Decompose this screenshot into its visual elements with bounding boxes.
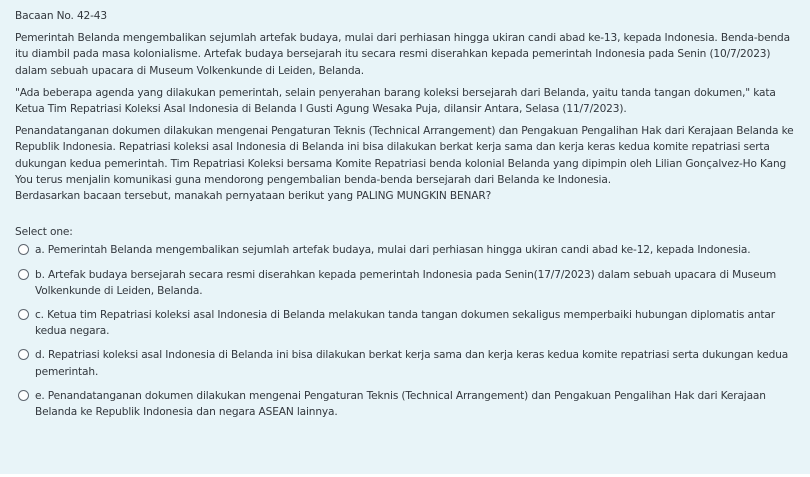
answer-option-text: c. Ketua tim Repatriasi koleksi asal Indonesia di Belanda melakukan tanda tangan dokumen sekaligus memperbaiki hubungan diplomatis antar kedua negara. xyxy=(35,309,775,338)
answer-option-text: d. Repatriasi koleksi asal Indonesia di Belanda ini bisa dilakukan berkat kerja sama dan kerja keras kedua komite repatriasi serta dukungan kedua pemerintah. xyxy=(35,349,789,378)
radio-button-c[interactable] xyxy=(18,309,29,320)
passage-title: Bacaan No. 42-43 xyxy=(15,10,107,22)
answer-option-c[interactable] xyxy=(15,307,796,339)
answer-option-a[interactable] xyxy=(15,242,796,258)
radio-button-b[interactable] xyxy=(18,269,29,280)
answer-option-e[interactable] xyxy=(15,388,796,420)
radio-button-a[interactable] xyxy=(18,244,29,255)
passage-paragraph-1: Pemerintah Belanda mengembalikan sejumlah artefak budaya, mulai dari perhiasan hingga ukiran candi abad ke-13, kepada Indonesia. Benda-benda itu diambil pada masa kolonialisme. Artefak budaya bersejarah itu secara resmi diserahkan kepada pemerintah Indonesia pada Senin (10/7/2023) dalam sebuah upacara di Museum Volkenkunde di Leiden, Belanda. xyxy=(15,32,790,77)
passage-paragraph-3: Penandatanganan dokumen dilakukan mengenai Pengaturan Teknis (Technical Arrangement) dan Pengakuan Pengalihan Hak dari Kerajaan Belanda ke Republik Indonesia. Repatriasi koleksi asal Indonesia di Belanda ini bisa dilakukan berkat kerja sama dan kerja keras kedua komite repatriasi serta dukungan kedua pemerintah. Tim Repatriasi Koleksi bersama Komite Repatriasi benda kolonial Belanda yang dipimpin oleh Lilian Gonçalvez-Ho Kang You terus menjalin komunikasi guna mendorong pengembalian benda-benda bersejarah dari Belanda ke Indonesia. xyxy=(15,125,794,186)
radio-button-e[interactable] xyxy=(18,390,29,401)
answer-option-d[interactable] xyxy=(15,347,796,379)
radio-button-d[interactable] xyxy=(18,349,29,360)
answer-options xyxy=(15,242,796,420)
answer-option-text: b. Artefak budaya bersejarah secara resmi diserahkan kepada pemerintah Indonesia pada Senin(17/7/2023) dalam sebuah upacara di Museum Volkenkunde di Leiden, Belanda. xyxy=(35,268,777,297)
answer-option-text: e. Penandatanganan dokumen dilakukan mengenai Pengaturan Teknis (Technical Arrangement) dan Pengakuan Pengalihan Hak dari Kerajaan Belanda ke Republik Indonesia dan negara ASEAN lainnya. xyxy=(35,389,766,419)
answer-option-b[interactable] xyxy=(15,267,796,299)
select-one-label: Select one: xyxy=(15,226,73,239)
question-prompt: Berdasarkan bacaan tersebut, manakah pernyataan berikut yang PALING MUNGKIN BENAR? xyxy=(15,190,492,203)
answer-option-text: a. Pemerintah Belanda mengembalikan sejumlah artefak budaya, mulai dari perhiasan hingga ukiran candi abad ke-12, kepada Indonesia. xyxy=(35,244,751,257)
passage-paragraph-2: "Ada beberapa agenda yang dilakukan pemerintah, selain penyerahan barang koleksi bersejarah dari Belanda, yaitu tanda tangan dokumen," kata Ketua Tim Repatriasi Koleksi Asal Indonesia di Belanda I Gusti Agung Wesaka Puja, dilansir Antara, Selasa (11/7/2023). xyxy=(15,86,776,116)
